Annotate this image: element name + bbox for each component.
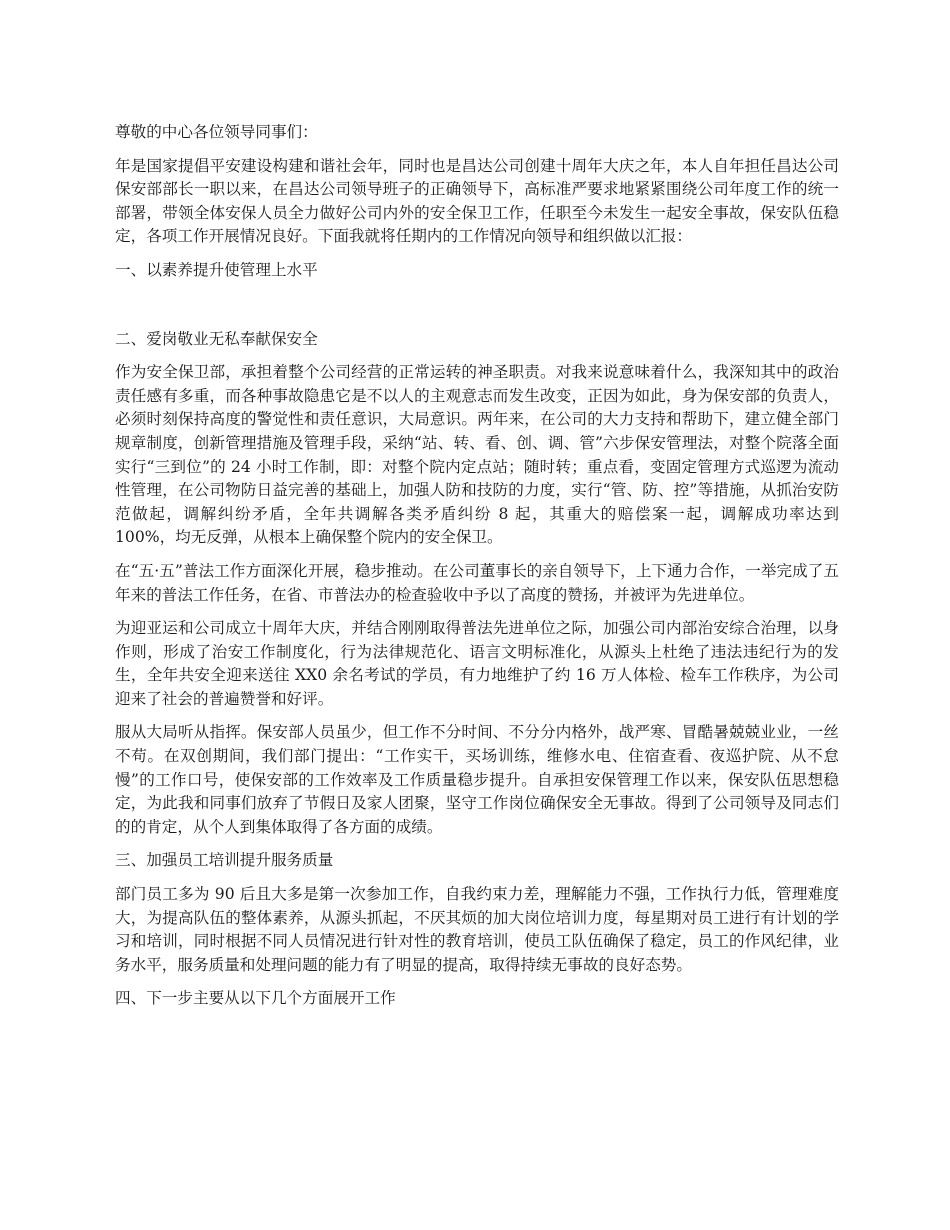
section-2-heading: 二、爱岗敬业无私奉献保安全 [115, 329, 318, 348]
salutation: 尊敬的中心各位领导同事们： [115, 123, 318, 141]
section-4-heading: 四、下一步主要从以下几个方面展开工作 [115, 989, 396, 1008]
section-1-heading: 一、以素养提升使管理上水平 [115, 260, 318, 279]
section-2-paragraph-2: 在“五·五”普法工作方面深化开展，稳步推动。在公司董事长的亲自领导下，上下通力合作，一举完成了五年来的普法工作任务，在省、市普法办的检查验收中予以了高度的赞扬，并被评为先进单位。 [115, 561, 839, 604]
section-2-paragraph-4: 服从大局听从指挥。保安部人员虽少，但工作不分时间、不分分内格外，战严寒、冒酷暑兢兢业业，一丝不苟。在双创期间，我们部门提出：“工作实干，买场训练，维修水电、住宿查看、夜巡护院、从不怠慢”的工作口号，使保安部的工作效率及工作质量稳步提升。自承担安保管理工作以来，保安队伍思想稳定，为此我和同事们放弃了节假日及家人团聚，坚守工作岗位确保安全无事故。得到了公司领导及同志们的的肯定，从个人到集体取得了各方面的成绩。 [115, 723, 839, 836]
section-3-heading: 三、加强员工培训提升服务质量 [115, 851, 334, 870]
section-3-paragraph-1: 部门员工多为 90 后且大多是第一次参加工作，自我约束力差，理解能力不强，工作执行力低，管理难度大，为提高队伍的整体素养，从源头抓起，不厌其烦的加大岗位培训力度，每星期对员工进行有计划的学习和培训，同时根据不同人员情况进行针对性的教育培训，使员工队伍确保了稳定，员工的作风纪律，业务水平，服务质量和处理问题的能力有了明显的提高，取得持续无事故的良好态势。 [115, 885, 839, 974]
intro-paragraph: 年是国家提倡平安建设构建和谐社会年，同时也是昌达公司创建十周年大庆之年，本人自年担任昌达公司保安部部长一职以来，在昌达公司领导班子的正确领导下，高标准严要求地紧紧围绕公司年度工作的统一部署，带领全体安保人员全力做好公司内外的安全保卫工作，任职至今未发生一起安全事故，保安队伍稳定，各项工作开展情况良好。下面我就将任期内的工作情况向领导和组织做以汇报： [115, 156, 839, 246]
document-body [115, 121, 839, 1021]
section-2-paragraph-3: 为迎亚运和公司成立十周年大庆，并结合刚刚取得普法先进单位之际，加强公司内部治安综合治理，以身作则，形成了治安工作制度化，行为法律规范化、语言文明标准化，从源头上杜绝了违法违纪行为的发生，全年共安全迎来送往 XX0 余名考试的学员，有力地维护了约 16 万人体检、检车工作秩序，为公司迎来了社会的普遍赞誉和好评。 [115, 619, 839, 708]
section-2-paragraph-1: 作为安全保卫部，承担着整个公司经营的正常运转的神圣职责。对我来说意味着什么，我深知其中的政治责任感有多重，而各种事故隐患它是不以人的主观意志而发生改变，正因为如此，身为保安部的负责人，必须时刻保持高度的警觉性和责任意识，大局意识。两年来，在公司的大力支持和帮助下，建立健全部门规章制度，创新管理措施及管理手段，采纳“站、转、看、创、调、管”六步保安管理法，对整个院落全面实行“三到位”的 24 小时工作制，即：对整个院内定点站；随时转；重点看，变固定管理方式巡逻为流动性管理，在公司物防日益完善的基础上，加强人防和技防的力度，实行“管、防、控”等措施，从抓治安防范做起，调解纠纷矛盾，全年共调解各类矛盾纠纷 8 起，其重大的赔偿案一起，调解成功率达到 100%，均无反弹，从根本上确保整个院内的安全保卫。 [115, 363, 839, 547]
